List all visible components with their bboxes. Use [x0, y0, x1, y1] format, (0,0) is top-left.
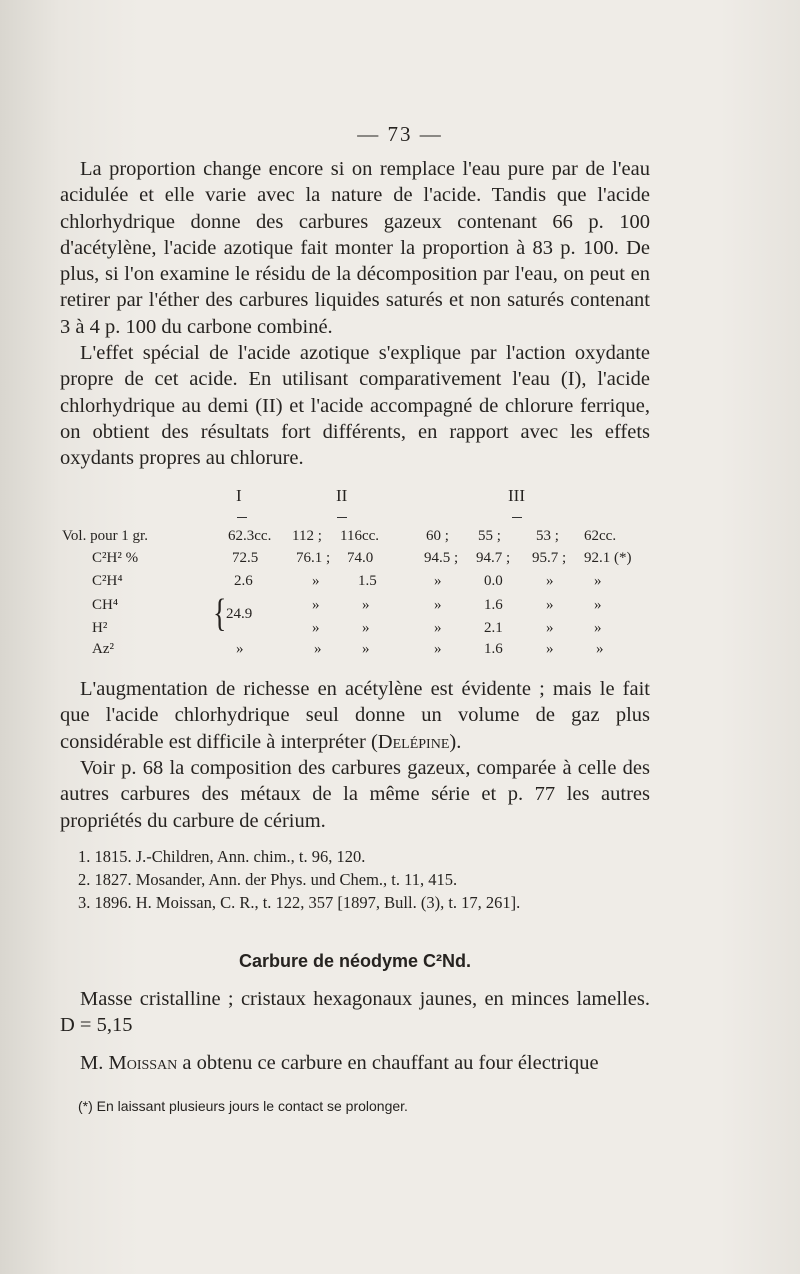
cell-II-b: 74.0: [347, 550, 374, 566]
cell-III-c: »: [546, 641, 554, 657]
paragraph-3: [60, 676, 650, 755]
cell-II-a: »: [312, 620, 320, 636]
cell-III-c: 95.7 ;: [532, 550, 567, 566]
cell-III-c: »: [546, 573, 554, 589]
footnote-1: 1. 1815. J.-Children, Ann. chim., t. 96, 120.: [78, 847, 366, 866]
cell-III-d: »: [594, 597, 602, 613]
paragraph-6-text: a obtenu ce carbure en chauffant au four électrique: [177, 1052, 599, 1074]
cell-III-b: 1.6: [484, 641, 503, 657]
row-label: H²: [92, 620, 108, 636]
cell-I: 72.5: [232, 550, 259, 566]
page-number: — 73 —: [357, 122, 443, 146]
cell-II-a: 112 ;: [292, 528, 322, 544]
cell-II-b: »: [362, 641, 370, 657]
header-I: I: [236, 486, 242, 505]
cell-III-d: 62cc.: [584, 528, 617, 544]
cell-I: »: [236, 641, 244, 657]
footnotes: [78, 845, 520, 914]
cell-III-d: »: [594, 620, 602, 636]
cell-III-b: 55 ;: [478, 528, 501, 544]
cell-I: 62.3cc.: [228, 528, 272, 544]
cell-I: 2.6: [234, 573, 253, 589]
header-III: III: [508, 486, 525, 505]
footnote-3: 3. 1896. H. Moissan, C. R., t. 122, 357 [1897, Bull. (3), t. 17, 261].: [78, 893, 521, 912]
table-footnote: (*) En laissant plusieurs jours le contact se prolonger.: [78, 1098, 408, 1114]
cell-III-a: »: [434, 641, 442, 657]
cell-II-a: »: [312, 573, 320, 589]
cell-III-b: 1.6: [484, 597, 503, 613]
cell-III-c: »: [546, 597, 554, 613]
header-rule: [337, 517, 347, 518]
cell-III-c: 53 ;: [536, 528, 559, 544]
row-label: C²H⁴: [92, 573, 123, 589]
cell-III-b: 2.1: [484, 620, 503, 636]
header-rule: [512, 517, 522, 518]
cell-III-d: 92.1 (*): [584, 550, 632, 566]
paragraph-3-end: ).: [449, 730, 462, 753]
cell-III-d: »: [596, 641, 604, 657]
header-rule: [237, 517, 247, 518]
cell-III-d: »: [594, 573, 602, 589]
paragraph-1: La proportion change encore si on remplace l'eau pure par de l'eau acidulée et elle varie avec la nature de l'acide. Tandis que l'acide chlorhydrique donne des carbures gazeux contenant 66 p. 100 d'acétylène, l'acide azotique fait monter la proportion à 83 p. 100. De plus, si l'on examine le résidu de la décomposition par l'eau, on peut en retirer par l'éther des carbures liquides saturés et non saturés contenant 3 à 4 p. 100 du carbone combiné.: [60, 158, 650, 338]
row-label: C²H² %: [92, 550, 139, 566]
cell-II-a: »: [312, 597, 320, 613]
cell-II-a: »: [314, 641, 322, 657]
cell-III-a: »: [434, 620, 442, 636]
author-name: Delépine: [377, 730, 450, 753]
footnote-2: 2. 1827. Mosander, Ann. der Phys. und Chem., t. 11, 415.: [78, 870, 458, 889]
cell-III-b: 94.7 ;: [476, 550, 511, 566]
cell-III-b: 0.0: [484, 573, 503, 589]
brace-bracket: {: [213, 592, 227, 636]
cell-II-b: »: [362, 597, 370, 613]
paragraph-3-text: L'augmentation de richesse en acétylène est évidente ; mais le fait que l'acide chlorhydrique seul donne un volume de gaz plus considérable est difficile à interpréter (: [60, 678, 650, 753]
cell-III-a: 94.5 ;: [424, 550, 459, 566]
cell-III-a: »: [434, 597, 442, 613]
cell-II-b: »: [362, 620, 370, 636]
cell-II-a: 76.1 ;: [296, 550, 331, 566]
row-label: CH⁴: [92, 597, 119, 613]
paragraph-5: Masse cristalline ; cristaux hexagonaux jaunes, en minces lamelles. D = 5,15: [60, 988, 650, 1037]
section-title: Carbure de néodyme C²Nd.: [238, 951, 472, 971]
row-label: Vol. pour 1 gr.: [62, 528, 148, 544]
paragraph-2: L'effet spécial de l'acide azotique s'explique par l'action oxydante propre de cet acide. En utilisant comparativement l'eau (I), l'acide chlorhydrique au demi (II) et l'acide accompagné de chlorure ferrique, on obtient des résultats fort différents, en rapport avec les effets oxydants propres au chlorure.: [60, 342, 650, 470]
paragraph-4: Voir p. 68 la composition des carbures gazeux, comparée à celle des autres carbures des métaux de la même série et p. 77 les autres propriétés du carbure de cérium.: [60, 757, 650, 832]
cell-III-a: »: [434, 573, 442, 589]
cell-III-c: »: [546, 620, 554, 636]
paragraph-6: [60, 1050, 650, 1076]
cell-III-a: 60 ;: [426, 528, 449, 544]
cell-II-b: 1.5: [358, 573, 377, 589]
cell-II-b: 116cc.: [340, 528, 380, 544]
header-II: II: [336, 486, 348, 505]
row-label: Az²: [92, 641, 114, 657]
author-name: M. Moissan: [80, 1052, 178, 1074]
cell-I-merged: 24.9: [226, 606, 253, 622]
